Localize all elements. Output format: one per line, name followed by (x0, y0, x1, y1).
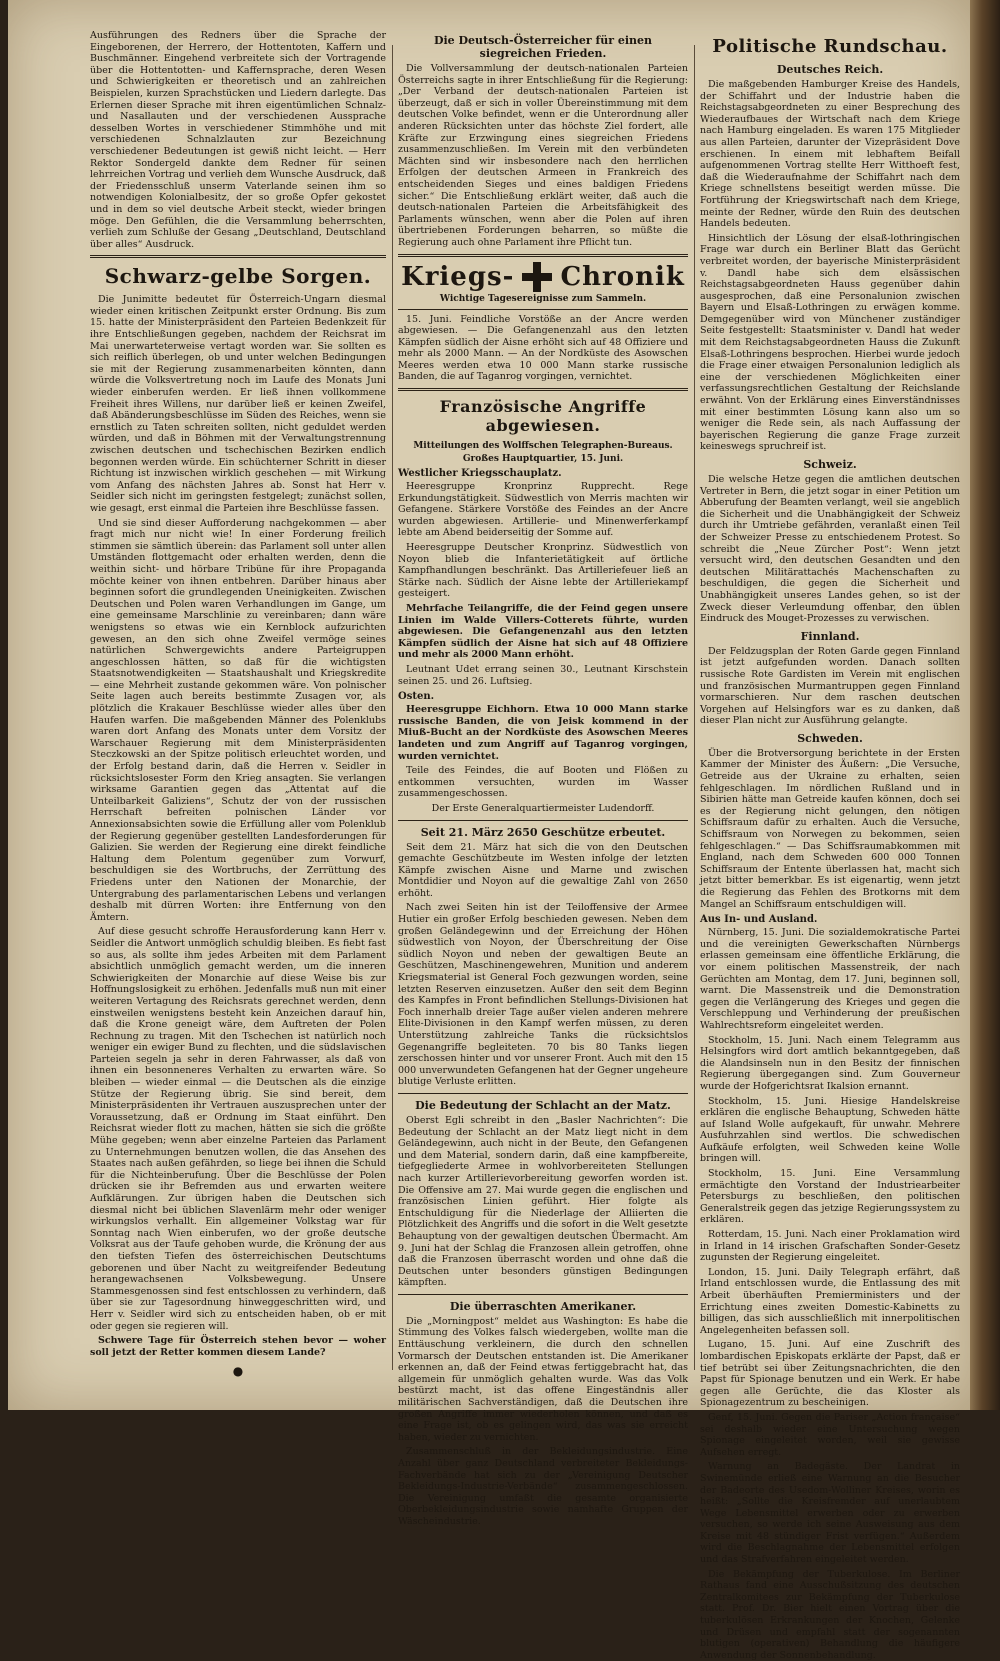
paragraph: 15. Juni. Feindliche Vorstöße an der Ancre werden abgewiesen. — Die Gefangenenzahl aus den letzten Kämpfen südlich der Aisne erhöht sich auf 48 Offiziere und mehr als 2000 Mann. — An der Nordküste des Asowschen Meeres werden etwa 10 000 Mann starke russische Banden, die auf Taganrog vorgingen, vernichtet. (398, 313, 688, 383)
divider (398, 254, 688, 257)
divider (398, 1294, 688, 1295)
paragraph: Die Bekämpfung der Tuberkulose. Im Berliner Rathaus fand eine Ausschußsitzung des deutschen Zentralkomitees zur Bekämpfung der Tuberkulose statt. Prof. Dr. Bier hielt einen Vortrag über die tuberkulösen Erkrankungen der Knochen, Gelenke und Drüsen und empfahl statt der sogenannten blutigen (operativen) Behandlung die häufigere Anwendung der Sonnenbehandlung. (700, 1568, 960, 1661)
paragraph: Teile des Feindes, die auf Booten und Flößen zu entkommen versuchten, wurden im Wasser zusammengeschossen. (398, 765, 688, 800)
paragraph: Warnung an Badegäste. Der Landrat in Swinemünde erließ eine Warnung an die Besucher der Badeorte des Usedom-Wolliner Kreises, worin es heißt: „Sollte die Kreisfremder auf unerlaubtem Wege Lebensmittel erwerben oder zu erwerben versuchen, so werde ich seine Ausweisung aus dem Kreise mit 48 stündiger Frist verfügen.“ Außerdem wird die Beschlagnahme der Lebensmittel erfolgen und das Strafverfahren eingeleitet werden. (700, 1461, 960, 1566)
paragraph: Nach zwei Seiten hin ist der Teiloffensive der Armee Hutier ein großer Erfolg beschieden gewesen. Neben dem großen Geländegewinn und der Erreichung der Höhen südwestlich von Noyon, der Überschreitung der Oise südlich Noyon und neben der gewaltigen Beute an Geschützen, Maschinengewehren, Munition und anderem Kriegsmaterial ist General Foch gezwungen worden, seine letzten Reserven einzusetzen. Außer den seit dem Beginn des Kampfes in Front befindlichen Stellungs-Divisionen hat Foch innerhalb dreier Tage außer vielen anderen mehrere Elite-Divisionen in den Kampf werfen müssen, zu deren Unterstützung zahlreiche Tanks die rücksichtslos Gegenangriffe begleiteten. 70 bis 80 Tanks liegen zerschossen hinter und vor unserer Front. Auch mit den 15 000 unverwundeten Gefangenen hat der Gegner ungeheure blutige Verluste erlitten. (398, 902, 688, 1088)
headline-politische-rundschau: Politische Rundschau. (712, 36, 948, 57)
divider (398, 1093, 688, 1094)
newspaper-page (8, 0, 970, 1661)
section-heading: Osten. (398, 691, 435, 703)
paragraph: Die Vollversammlung der deutsch-nationalen Parteien Österreichs sagte in ihrer Entschließung für die Regierung: „Der Verband der deutsch-nationalen Parteien ist überzeugt, daß er sich in voller Übereinstimmung mit dem deutschen Volke befindet, wenn er die Unterordnung aller anderen Rücksichten unter das höchste Ziel fordert, alle Kräfte zur Erzwingung eines siegreichen Friedens zusammenzuschließen. Im Verein mit den verbündeten Mächten sind wir insbesondere nach den herrlichen Erfolgen der deutschen Armeen in Frankreich des entscheidenden Sieges und eines baldigen Friedens sicher.“ Die Entschließung erklärt weiter, daß auch die deutsch-nationalen Parteien die Arbeitsfähigkeit des Parlaments wünschen, wenn aber die Polen auf ihren übertriebenen Forderungen beharren, so müßte die Regierung auch ohne Parlament ihre Pflicht tun. (398, 63, 688, 248)
section-heading: Aus In- und Ausland. (700, 914, 818, 926)
paragraph: Rotterdam, 15. Juni. Nach einer Proklamation wird in Irland in 14 irischen Grafschaften Sonder-Gesetz zugunsten der Regierung eingeleitet. (700, 1229, 960, 1264)
section-heading: Finnland. (800, 629, 860, 643)
paragraph: Stockholm, 15. Juni. Nach einem Telegramm aus Helsingfors wird dort amtlich bekanntgegeben, daß die Alandsinseln nun in den Besitz der finnischen Regierung übergegangen sind. Zum Gouverneur wurde der Hofgerichtsrat Ikalsion ernannt. (700, 1034, 960, 1092)
paragraph: Oberst Egli schreibt in den „Basler Nachrichten“: Die Bedeutung der Schlacht an der Matz liegt nicht in dem Geländegewinn, auch nicht in der Beute, den Gefangenen und dem Material, sondern darin, daß eine kampfbereite, tiefgegliederte Armee in wohlvorbereiteten Stellungen nach kurzer Artillerievorbereitung geworfen worden ist. Die Offensive am 27. Mai wurde gegen die englischen und französischen Linien geführt. Hier folgte als Entschuldigung für die Niederlage der Alliierten die Plötzlichkeit des Angriffs und die sofort in die Welt gesetzte Behauptung von der gewaltigen deutschen Übermacht. Am 9. Juni hat der Schlag die Franzosen allein getroffen, ohne daß die Franzosen überrascht worden und ohne daß die Deutschen unter besonders günstigen Bedingungen kämpften. (398, 1114, 688, 1289)
paragraph: Heeresgruppe Deutscher Kronprinz. Südwestlich von Noyon blieb die Infanterietätigkeit auf örtliche Kampfhandlungen beschränkt. Das Artilleriefeuer ließ an Stärke nach. Südlich der Aisne lebte der Artilleriekampf gesteigert. (398, 542, 688, 600)
paragraph: Auf diese gesucht schroffe Herausforderung kann Herr v. Seidler die Antwort unmöglich schuldig bleiben. Es fiebt fast so aus, als sollte ihm jedes Arbeiten mit dem Parlament absichtlich unmöglich gemacht werden, um die inneren Schwierigkeiten der Monarchie auf diese Weise bis zur Hoffnungslosigkeit zu erhöhen. Jedenfalls muß nun mit einer weiteren Vertagung des Reichsrats gerechnet werden, denn einstweilen wenigstens besteht kein Anzeichen darauf hin, daß die Krone geneigt wäre, dem Auftreten der Polen Rechnung zu tragen. Mit den Tschechen ist natürlich noch weniger ein ewiger Bund zu flechten, und die südslavischen Parteien segeln ja sehr in deren Fahrwasser, als daß von ihnen ein besonneneres Verhalten zu erwarten wäre. So bleiben — wieder einmal — die Deutschen als die einzige Stütze der Regierung übrig. Sie sind bereit, dem Ministerpräsidenten ihr Vertrauen auszusprechen unter der Voraussetzung, daß er Ordnung im Staat einführt. Den Reichsrat wieder flott zu machen, hätten sie sich die größte Mühe gegeben; wenn aber einzelne Parteien das Parlament zu Unternehmungen benutzen wollen, die das Ansehen des Staates nach außen gefährden, so liege bei ihnen die Schuld für die Nichteinberufung. Über die Beschlüsse der Polen drücken sie ihr Befremden aus und erwarten weitere Aufklärungen. Zur übrigen haben die Deutschen sich diesmal nicht bei üblichen Slavenlärm mehr oder weniger wirkungslos verhallt. Ein allgemeiner Volkstag war für Sonntag nach Wien einberufen, wo der große deutsche Volksrat aus der Taufe gehoben wurde, die Krönung der aus den tiefsten Tiefen des österreichischen Deutschtums geborenen und über Nacht zu weitgreifender Bedeutung herangewachsenen Volksbewegung. Unsere Stammesgenossen sind fest entschlossen zu verhindern, daß über sie zur Tagesordnung hinweggeschritten wird, und Herr v. Seidler wird sich zu entscheiden haben, ob er mit oder gegen sie regieren will. (90, 926, 386, 1332)
paragraph: Und sie sind dieser Aufforderung nachgekommen — aber fragt mich nur nicht wie! In einer Forderung freilich stimmen sie sämtlich überein: das Parlament soll unter allen Umständen flottgemacht oder erhalten werden, denn die weithin sicht- und hörbare Tribüne für ihre Propaganda möchte keiner von ihnen entbehren. Darüber hinaus aber beginnen sofort die grundlegenden Uneinigkeiten. Zwischen Deutschen und Polen waren Verhandlungen im Gange, um eine gemeinsame Marschlinie zu vereinbaren; dann wäre wenigstens so etwas wie ein Kernblock aufzurichten gewesen, an den sich ohne Zweifel vermöge seines natürlichen Schwergewichts andere Parteigruppen angeschlossen hätten, so daß für die wichtigsten Staatsnotwendigkeiten — Staatshaushalt und Kriegskredite — eine Mehrheit zustande gekommen wäre. Von polnischer Seite lagen auch bereits bestimmte Zusagen vor, als plötzlich die Krakauer Beschlüsse wieder alles über den Haufen warfen. Die maßgebenden Männer des Polenklubs waren dort Anfang des Monats unter dem Vorsitz der Warschauer Regierung mit dem Ministerpräsidenten Steczkowski an der Spitze politisch erleuchtet worden, und der Erfolg bestand darin, daß die Herren v. Seidler in rücksichtslosester Form den Krieg ansagten. Sie verlangen wirksame Garantien gegen das „Attentat auf die Unteilbarkeit Galiziens“, Schutz der von der russischen Herrschaft befreiten polnischen Länder vor Annexionsabsichten sowie die Erfüllung aller vom Polenklub der Regierung gegenüber gestellten Landesforderungen für Galizien. Sie werden der Regierung eine direkt feindliche Haltung dem Polentum gegenüber zum Vorwurf, beschuldigen sie des Wortbruchs, der Zerrüttung des Friedens unter den Nationen der Monarchie, der Untergrabung des parlamentarischen Lebens und verlangen deshalb mit dürren Worten: ihre Entfernung von den Ämtern. (90, 517, 386, 923)
masthead-right: Chronik (560, 261, 685, 292)
headline-franzoesische-angriffe: Französische Angriffe abgewiesen. (439, 397, 647, 436)
paragraph: Heeresgruppe Kronprinz Rupprecht. Rege Erkundungstätigkeit. Südwestlich von Merris machten wir Gefangene. Stärkere Vorstöße des Feindes an der Ancre wurden abgewiesen. Artillerie- und Minenwerferkampf lebte am Abend beiderseitig der Somme auf. (398, 481, 688, 539)
dateline: Großes Hauptquartier, 15. Juni. (462, 454, 624, 465)
paragraph: Der Feldzugsplan der Roten Garde gegen Finnland ist jetzt aufgefunden worden. Danach sollten russische Rote Gardisten im Verein mit englischen und französischen Murmantruppen gegen Finnland vormarschieren. Nur dem raschen deutschen Vorgehen auf Helsingfors war es zu danken, daß dieser Plan nicht zur Ausführung gelangte. (700, 645, 960, 727)
paragraph: Hinsichtlich der Lösung der elsaß-lothringischen Frage war durch ein Berliner Blatt das Gerücht verbreitet worden, der bayerische Ministerpräsident v. Dandl habe sich dem elsässischen Reichstagsabgeordneten Hauss gegenüber dahin ausgesprochen, daß eine Personalunion zwischen Bayern und Elsaß-Lothringen zu erwägen komme. Demgegenüber wird von Münchener zuständiger Seite festgestellt: Staatsminister v. Dandl hat weder mit dem Reichstagsabgeordneten Hauss die Zukunft Elsaß-Lothringens besprochen. Hierbei wurde jedoch die Frage einer etwaigen Personalunion lediglich als eine der verschiedenen Möglichkeiten einer verfassungsrechtlichen Gestaltung der Reichslande erwähnt. Von der Erklärung eines Einverständnisses mit einer bestimmten Lösung kann also um so weniger die Rede sein, als nach Auffassung der bayerischen Regierung die ganze Frage zurzeit keineswegs spruchreif ist. (700, 232, 960, 453)
kriegs-chronik-masthead (398, 262, 688, 292)
paragraph: Die welsche Hetze gegen die amtlichen deutschen Vertreter in Bern, die jetzt sogar in einer Petition um Abberufung der Beamten verlangt, weil sie angeblich die Sicherheit und die Unabhängigkeit der Schweiz durch ihr Umtriebe gefährden, veranlaßt einen Teil der Schweizer Presse zu entschiedenem Protest. So schreibt die „Neue Zürcher Post“: Wenn jetzt versucht wird, den deutschen Gesandten und den deutschen Militärattachés Machenschaften zu beschuldigen, die gegen die Sicherheit und Unabhängigkeit unseres Landes gehen, so ist der Zweck dieser Verleumdung offenbar, den üblen Eindruck des Mouget-Prozesses zu verwischen. (700, 474, 960, 625)
divider (398, 309, 688, 310)
paragraph: Genf, 15. Juni. Gegen die Pariser „Action française“ sei deshalb wieder eine Untersuchung wegen Spionage eingeleitet worden, weil sie gewisse Aufsehen erregt. (700, 1411, 960, 1458)
paragraph: Stockholm, 15. Juni. Hiesige Handelskreise erklären die englische Behauptung, Schweden hätte auf Island Wolle aufgekauft, für unwahr. Mehrere Ausfuhrzahlen sind wertlos. Die schwedischen Aufkäufe erfolgten, weil Schweden keine Wolle bringen will. (700, 1095, 960, 1165)
section-heading: Deutsches Reich. (776, 63, 884, 76)
masthead-left: Kriegs- (401, 261, 515, 292)
subheadline: Mitteilungen des Wolffschen Telegraphen-Bureaus. (413, 441, 673, 452)
paragraph: Mehrfache Teilangriffe, die der Feind gegen unsere Linien im Walde Villers-Cotterets führte, wurden abgewiesen. Die Gefangenenzahl aus den letzten Kämpfen südlich der Aisne hat sich auf 48 Offiziere und mehr als 2000 Mann erhöht. (398, 603, 688, 661)
paragraph: Leutnant Udet errang seinen 30., Leutnant Kirschstein seinen 25. und 26. Luftsieg. (398, 663, 688, 687)
paragraph: Seit dem 21. März hat sich die von den Deutschen gemachte Geschützbeute im Westen infolge der letzten Kämpfe zwischen Aisne und Marne und zwischen Montdidier und Noyon auf die gewaltige Zahl von 2650 erhöht. (398, 841, 688, 899)
book-spine-edge (970, 0, 1000, 1410)
headline-schlacht-matz: Die Bedeutung der Schlacht an der Matz. (415, 1098, 671, 1112)
headline-geschuetze: Seit 21. März 2650 Geschütze erbeutet. (420, 825, 666, 839)
signature: Der Erste Generalquartiermeister Ludendorff. (431, 802, 655, 814)
paragraph: London, 15. Juni. Daily Telegraph erfährt, daß Irland entschlossen wurde, die Entlassung des mit Arbeit überhäuften Premierministers und der Errichtung eines zweiten Domestic-Kabinetts zu billigen, das sich ausschließlich mit innerpolitischen Angelegenheiten befassen soll. (700, 1266, 960, 1336)
paragraph: Über die Brotversorgung berichtete in der Ersten Kammer der Minister des Äußern: „Die Versuche, Getreide aus der Ukraine zu erhalten, seien fehlgeschlagen. Im nördlichen Rußland und in Sibirien hätte man Getreide kaufen können, doch sei es der Regierung nicht gelungen, den nötigen Schiffsraum dafür zu erhalten. Auch die Versuche, Schiffsraum von Norwegen zu bekommen, seien fehlgeschlagen.“ — Das Schiffsraumabkommen mit England, nach dem Schweden 600 000 Tonnen Schiffsraum der Entente überlassen hat, macht sich jetzt bitter bemerkbar. Es ist eigenartig, wenn jetzt die Regierung das Fehlen des Brotkorns mit dem Mangel an Schiffsraum entschuldigen will. (700, 747, 960, 910)
column-rule (392, 45, 393, 1370)
column-rule (694, 45, 695, 1370)
headline-schwarz-gelbe-sorgen: Schwarz-gelbe Sorgen. (104, 264, 372, 289)
divider (90, 255, 386, 258)
paragraph: Die maßgebenden Hamburger Kreise des Handels, der Schiffahrt und der Industrie haben die Reichstagsabgeordneten zu einer Besprechung des Wiederaufbaues der Wirtschaft nach dem Kriege nach Hamburg eingeladen. Es waren 175 Mitglieder aus allen Parteien, darunter der Vizepräsident Dove erschienen. In einem mit lebhaftem Beifall aufgenommenen Vortrag stellte Herr Witthoeft fest, daß die Wiederaufnahme der Schiffahrt nach dem Kriege schnellstens beseitigt werden müsse. Die Fortführung der Kriegswirtschaft nach dem Kriege, meinte der Redner, würde den Ruin des deutschen Handels bedeuten. (700, 79, 960, 230)
paragraph: Heeresgruppe Eichhorn. Etwa 10 000 Mann starke russische Banden, die von Jeisk kommend in der Miuß-Bucht an der Nordküste des Asowschen Meeres landeten und zum Angriff auf Taganrog vorgingen, wurden vernichtet. (398, 704, 688, 762)
column-2 (398, 30, 688, 1527)
article-intro-text: Ausführungen des Redners über die Sprache der Eingeborenen, der Herrero, der Hottentoten, Kaffern und Buschmänner. Eingehend verbreitete sich der Vortragende über die Hottentotten- und Kaffernsprache, deren Wesen und Schwierigkeiten er theoretisch und an zahlreichen Beispielen, kurzen Sprachstücken und Liedern darlegte. Das Erlernen dieser Sprache mit ihren eigentümlichen Schnalz- und Nasallauten und der verschiedenen Aussprache desselben Wortes in verschiedener Stimmhöhe und mit verschiedenen Schnalzlauten zur Bezeichnung verschiedener Bedeutungen ist gewiß nicht leicht. — Herr Rektor Sondergeld dankte dem Redner für seinen lehrreichen Vortrag und verlieh dem Wunsche Ausdruck, daß der Friedensschluß unserm Vaterlande seinen ihm so notwendigen Kolonialbesitz, der so große Opfer gekostet und in dem so viel deutsche Arbeit steckt, wieder bringen möge. Den Gefühlen, die die Versammlung beherrschten, verlieh zum Schluße der Gesang „Deutschland, Deutschland über alles“ Ausdruck. (90, 30, 386, 250)
paragraph: Die „Morningpost“ meldet aus Washington: Es habe die Stimmung des Volkes falsch wiedergeben, wollte man die Enttäuschung verkleinern, die durch den schnellen Vormarsch der Deutschen entstanden ist. Die Amerikaner erkennen an, daß der Feind etwas fertiggebracht hat, das allgemein für unmöglich gehalten wurde. Was das Volk bestürzt macht, ist das offene Eingeständnis aller militärischen Sachverständigen, daß die Deutschen ihre großen Angriffe immer wiederholen können, und daß es eine Frage ist, ob es gelingen wird, das was sie erreicht haben, wieder zu vernichten. (398, 1315, 688, 1443)
iron-cross-icon (522, 262, 552, 292)
end-mark: ● (232, 1364, 244, 1379)
headline-amerikaner: Die überraschten Amerikaner. (449, 1299, 637, 1313)
paragraph: Lugano, 15. Juni. Auf eine Zuschrift des lombardischen Episkopats erklärte der Papst, daß er tief betrübt sei über Zeitungsnachrichten, die den Papst für Spionage benutzen und ein Werk. Er habe gegen alle Gerüchte, die das Kloster als Spionagezentrum zu bescheinigen. (700, 1339, 960, 1409)
section-heading: Schweden. (797, 731, 863, 745)
masthead-tagline: Wichtige Tagesereignisse zum Sammeln. (439, 293, 647, 304)
paragraph-closing: Schwere Tage für Österreich stehen bevor — woher soll jetzt der Retter kommen diesem Lande? (90, 1335, 386, 1358)
headline-deutsch-oesterreicher: Die Deutsch-Österreicher für einen siegreichen Frieden. (433, 34, 653, 60)
paragraph: Stockholm, 15. Juni. Eine Versammlung ermächtigte den Vorstand der Industriearbeiter Petersburgs zu beschließen, den politischen Generalstreik gegen das jetzige Regierungssystem zu erklären. (700, 1168, 960, 1226)
divider (398, 388, 688, 391)
column-1 (90, 30, 386, 1390)
divider (398, 820, 688, 821)
section-heading: Westlicher Kriegsschauplatz. (398, 468, 562, 480)
paragraph: Die Junimitte bedeutet für Österreich-Ungarn diesmal wieder einen kritischen Zeitpunkt erster Ordnung. Bis zum 15. hatte der Ministerpräsident den Parteien Bedenkzeit für ihre Entschließungen gegeben, nachdem der Reichsrat im Mai unerwarteterweise vertagt worden war. Sie sollten es sich reiflich überlegen, ob und unter welchen Bedingungen sie mit der Regierung zusammenarbeiten könnten, dann würde die Volksvertretung noch im Laufe des Monats Juni wieder einberufen werden. Er ließ ihnen vollkommene Freiheit ihres Willens, nur darüber ließ er keinen Zweifel, daß Abänderungsbeschlüsse im Süden des Reiches, wenn sie ernstlich zu Taten schreiten sollten, nicht geduldet werden würden, und daß in Böhmen mit der Verwaltungstrennung zwischen deutschen und tschechischen Bezirken endlich begonnen werden würde. Ein schüchterner Schritt in dieser Richtung ist inzwischen wirklich geschehen — mit Wirkung vom Anfang des nächsten Jahres ab. Sonst hat Herr v. Seidler sich nicht im geringsten festgelegt; zunächst sollen, wie gesagt, erst einmal die Parteien ihre Beschlüsse fassen. (90, 294, 386, 514)
section-heading: Schweiz. (803, 458, 857, 471)
paragraph: Zusammenschluß in der Bekleidungsindustrie. Eine Anzahl über ganz Deutschland verbreiteter Bekleidungs-Fachverbände hat sich zu der „Vereinigung Deutscher Bekleidungs-Industrie-Verbände“ zusammengeschlossen. Die Vereinigung umfaßt die gesamte organisierte Oberbekleidungsindustrie sowie namhafte Gruppen der Wäscheindustrie. (398, 1446, 688, 1527)
paragraph: Nürnberg, 15. Juni. Die sozialdemokratische Partei und die vereinigten Gewerkschaften Nürnbergs erlassen gemeinsam eine öffentliche Erklärung, die vor einem politischen Massenstreik, der nach Gerüchten am Montag, dem 17. Juni, beginnen soll, warnt. Die Massenstreik und die Demonstration gegen die Verlängerung des Krieges und gegen die Verschleppung und Verhinderung der preußischen Wahlrechtsreform eingeleitet werden. (700, 927, 960, 1031)
column-3 (700, 30, 960, 1661)
